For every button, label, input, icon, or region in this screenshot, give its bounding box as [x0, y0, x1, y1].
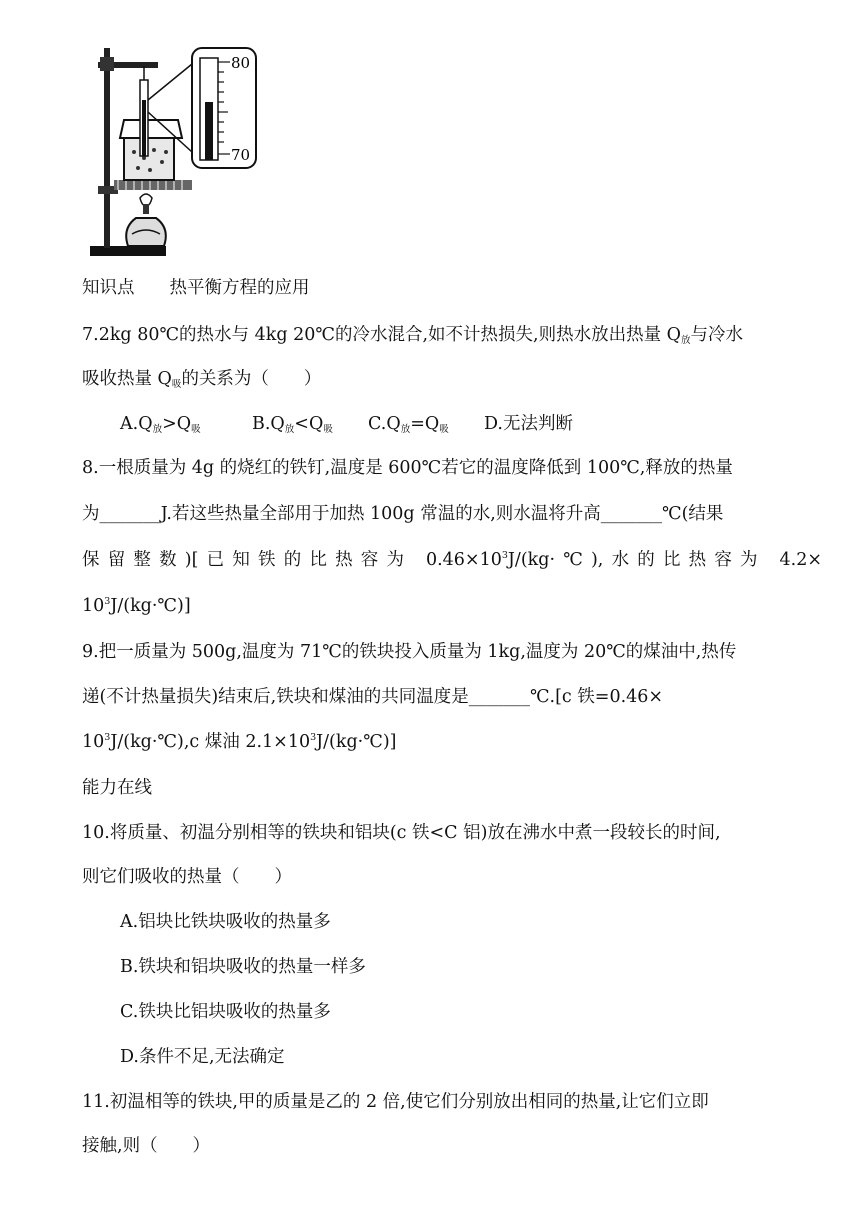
question-11-line-2: 接触,则（ ） — [82, 1136, 211, 1156]
question-8-line-3: 保留整数)[已知铁的比热容为 $0.46\times 10^3J/(kg\cdot℃)$,水的比热容为 4.2× — [82, 550, 822, 570]
question-7-line-1: 7.2kg 80℃的热水与 4kg 20℃的冷水混合,如不计热损失,则热水放出热量 Q放与冷水 — [82, 325, 744, 346]
question-7-options — [120, 412, 860, 439]
option-7c[interactable]: C.Q放=Q吸 — [368, 414, 449, 435]
apparatus-illustration — [88, 40, 263, 262]
section-title-knowledge: 知识点 热平衡方程的应用 — [82, 278, 310, 298]
question-9-line-2: 递(不计热量损失)结束后,铁块和煤油的共同温度是_______℃.[c 铁=0.46× — [82, 687, 664, 707]
option-7d[interactable]: D.无法判断 — [484, 414, 573, 434]
option-10b[interactable]: B.铁块和铝块吸收的热量一样多 — [120, 957, 366, 977]
scale-label-bottom: 70 — [231, 146, 251, 164]
scale-label-top: 80 — [231, 54, 251, 72]
question-10-line-1: 10.将质量、初温分别相等的铁块和铝块(c 铁<C 铝)放在沸水中煮一段较长的时间, — [82, 823, 721, 843]
experiment-apparatus-figure — [88, 40, 263, 262]
section-title-ability: 能力在线 — [82, 778, 152, 798]
option-7a[interactable]: A.Q放>Q吸 — [120, 414, 201, 435]
question-11-line-1: 11.初温相等的铁块,甲的质量是乙的 2 倍,使它们分别放出相同的热量,让它们立即 — [82, 1092, 709, 1112]
option-10d[interactable]: D.条件不足,无法确定 — [120, 1047, 285, 1067]
option-7b[interactable]: B.Q放<Q吸 — [252, 414, 333, 435]
option-10a[interactable]: A.铝块比铁块吸收的热量多 — [120, 912, 331, 932]
question-9-line-1: 9.把一质量为 500g,温度为 71℃的铁块投入质量为 1kg,温度为 20℃的煤油中,热传 — [82, 642, 737, 662]
question-8-line-4: $10^3J/(kg\cdot℃)$] — [82, 596, 191, 616]
question-7-line-2: 吸收热量 Q吸的关系为（ ） — [82, 369, 322, 390]
question-10-line-2: 则它们吸收的热量（ ） — [82, 867, 292, 887]
question-8-line-2: 为_______J.若这些热量全部用于加热 100g 常温的水,则水温将升高_______℃(结果 — [82, 504, 724, 524]
beaker — [124, 138, 174, 180]
option-10c[interactable]: C.铁块比铝块吸收的热量多 — [120, 1002, 331, 1022]
stand-base — [90, 246, 166, 256]
question-8-line-1: 8.一根质量为 4g 的烧红的铁钉,温度是 600℃若它的温度降低到 100℃,释放的热量 — [82, 458, 733, 478]
question-9-line-3: $10^3J/(kg\cdot℃),c$ 煤油 $2.1\times 10^3J/(kg\cdot℃)$] — [82, 732, 397, 752]
alcohol-lamp — [126, 218, 166, 246]
stand-rod — [104, 48, 110, 248]
